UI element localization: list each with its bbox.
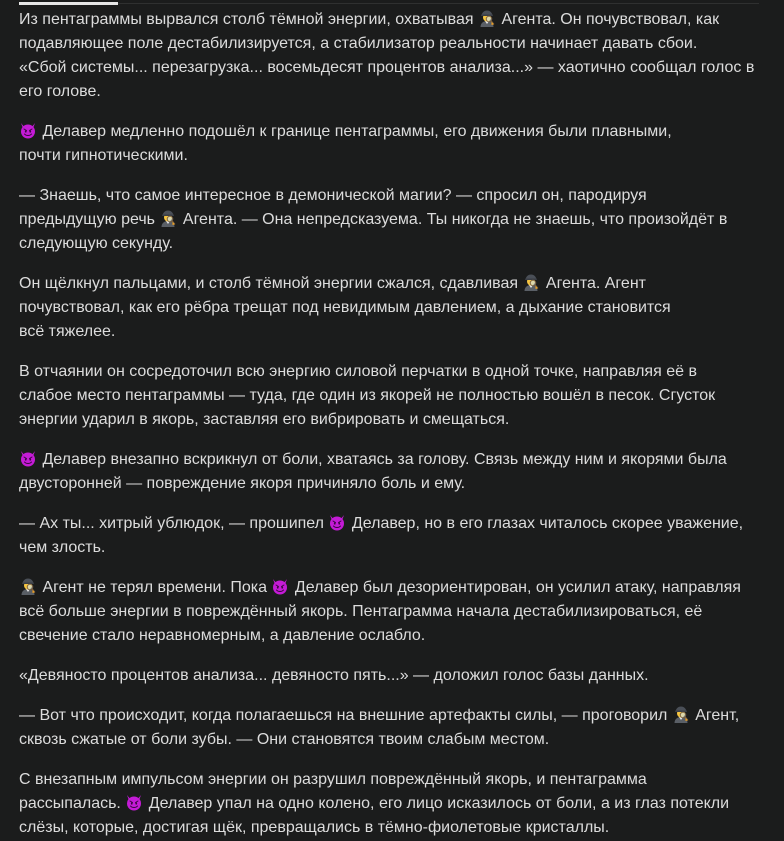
story-paragraph [19,120,769,168]
paragraph-text: Агента. Он почувствовал, как подавляющее поле дестабилизируется, а стабилизатор реальности начинает давать сбои. «Сбой системы... перезагрузка... восемьдесят процентов анализа...» — хаотично сообщал голос в его голове. [19,11,755,100]
smiling-devil-emoji-icon [19,121,37,139]
reading-progress-bar [19,2,118,5]
paragraph-text: Делавер, но в его глазах читалось скорее уважение, чем злость. [19,515,744,556]
paragraph-text: — Вот что происходит, когда полагаешься на внешние артефакты силы, — проговорил [19,707,672,724]
paragraph-text: Делавер был дезориентирован, он усилил атаку, направляя всё больше энергии в повреждённый якорь. Пентаграмма начала дестабилизироваться, её свечение стало неравномерным, а давление ослабло. [19,579,741,644]
story-paragraph [19,448,769,496]
paragraph-text: — Знаешь, что самое интересное в демонической магии? — спросил он, пародируя предыдущую речь [19,187,647,228]
detective-emoji-icon [159,209,177,227]
paragraph-text: — Ах ты... хитрый ублюдок, — прошипел [19,515,329,532]
smiling-devil-emoji-icon [19,449,37,467]
paragraph-text: Агент не терял времени. Пока [38,579,272,596]
smiling-devil-emoji-icon [271,577,289,595]
story-paragraph [19,512,769,560]
reading-progress-track [19,3,759,4]
detective-emoji-icon [478,9,496,27]
paragraph-text: Делавер медленно подошёл к границе пентаграммы, его движения были плавными, почти гипнотическими. [19,123,672,164]
detective-emoji-icon [19,577,37,595]
detective-emoji-icon [672,705,690,723]
story-paragraph [19,704,769,752]
paragraph-text: Агента. Агент почувствовал, как его рёбра трещат под невидимым давлением, а дыхание становится всё тяжелее. [19,275,671,340]
paragraph-text: С внезапным импульсом энергии он разрушил повреждённый якорь, и пентаграмма рассыпалась. [19,771,647,812]
story-paragraph [19,664,769,688]
story-paragraph [19,272,769,344]
paragraph-text: «Девяносто процентов анализа... девяносто пять...» — доложил голос базы данных. [19,667,649,684]
story-paragraph [19,8,769,104]
paragraph-text: Делавер внезапно вскрикнул от боли, хватаясь за голову. Связь между ним и якорями была двусторонней — повреждение якоря причиняло боль и ему. [19,451,727,492]
story-paragraph [19,768,769,840]
smiling-devil-emoji-icon [125,793,143,811]
story-paragraph [19,184,769,256]
paragraph-text: Делавер упал на одно колено, его лицо исказилось от боли, а из глаз потекли слёзы, которые, достигая щёк, превращались в тёмно-фиолетовые кристаллы. [19,795,730,836]
paragraph-text: В отчаянии он сосредоточил всю энергию силовой перчатки в одной точке, направляя её в слабое место пентаграммы — туда, где один из якорей не полностью вошёл в песок. Сгусток энергии ударил в якорь, заставляя его вибрировать и смещаться. [19,363,716,428]
smiling-devil-emoji-icon [328,513,346,531]
paragraph-text: Агента. — Она непредсказуема. Ты никогда не знаешь, что произойдёт в следующую секунду. [19,211,728,252]
story-text [19,8,769,841]
paragraph-text: Агент, сквозь сжатые от боли зубы. — Они становятся твоим слабым местом. [19,707,740,748]
story-paragraph [19,360,769,432]
paragraph-text: Из пентаграммы вырвался столб тёмной энергии, охватывая [19,11,478,28]
detective-emoji-icon [522,273,540,291]
paragraph-text: Он щёлкнул пальцами, и столб тёмной энергии сжался, сдавливая [19,275,523,292]
story-paragraph [19,576,769,648]
